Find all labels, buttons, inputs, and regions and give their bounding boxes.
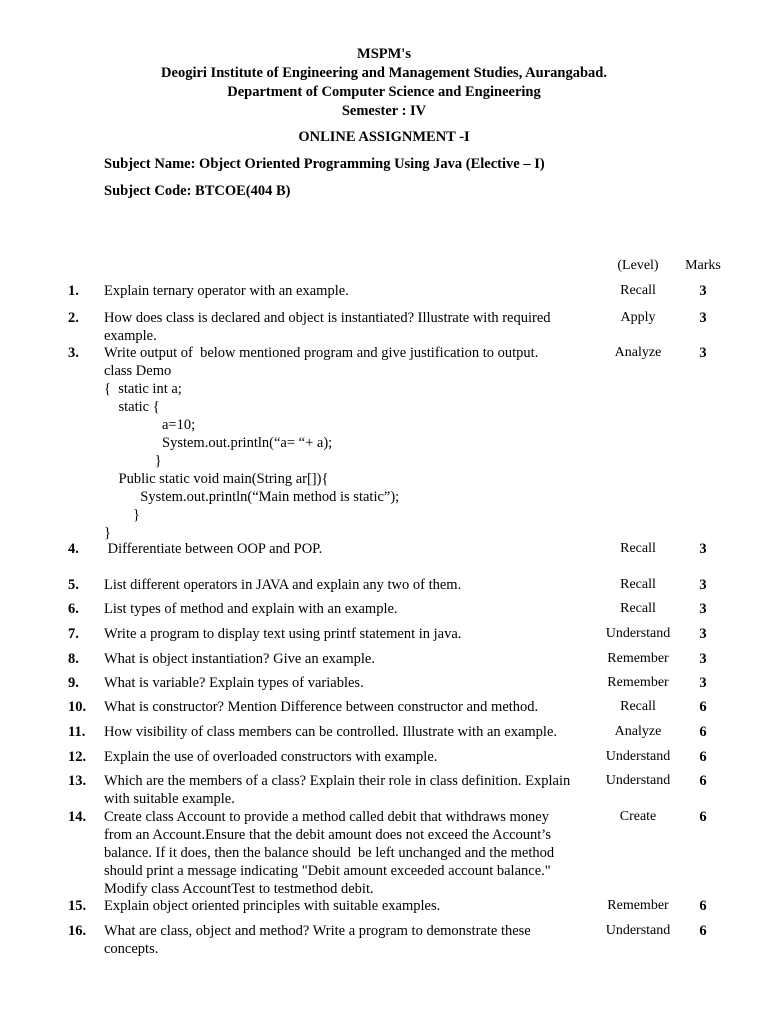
question-number: 12. bbox=[68, 749, 87, 765]
question-text-line: What are class, object and method? Write a program to demonstrate these bbox=[104, 923, 531, 939]
question-marks: 3 bbox=[699, 577, 707, 593]
question-text bbox=[104, 748, 594, 766]
question-text-line: Explain object oriented principles with suitable examples. bbox=[104, 898, 441, 914]
question-number: 9. bbox=[68, 675, 79, 691]
question-marks: 6 bbox=[699, 809, 707, 825]
question-level: Remember bbox=[607, 675, 669, 690]
question-text-line: static { bbox=[104, 399, 160, 415]
question-marks: 6 bbox=[699, 773, 707, 789]
question-text-line: Differentiate between OOP and POP. bbox=[104, 541, 323, 557]
question-text bbox=[104, 723, 594, 741]
question-text-line: Explain ternary operator with an example. bbox=[104, 283, 349, 299]
question-text-line: class Demo bbox=[104, 363, 172, 379]
subject-code: Subject Code: BTCOE(404 B) bbox=[104, 183, 291, 199]
question-level: Remember bbox=[607, 651, 669, 666]
institute-name: Deogiri Institute of Engineering and Management Studies, Aurangabad. bbox=[161, 65, 607, 81]
question-text-line: Modify class AccountTest to testmethod debit. bbox=[104, 881, 374, 897]
department-name: Department of Computer Science and Engineering bbox=[227, 84, 541, 100]
question-level: Recall bbox=[620, 699, 656, 714]
question-text-line: List types of method and explain with an example. bbox=[104, 601, 398, 617]
question-text-line: How visibility of class members can be controlled. Illustrate with an example. bbox=[104, 724, 558, 740]
question-marks: 3 bbox=[699, 601, 707, 617]
question-marks: 3 bbox=[699, 626, 707, 642]
question-text-line: concepts. bbox=[104, 941, 159, 957]
question-text bbox=[104, 674, 594, 692]
question-text-line: a=10; bbox=[104, 417, 196, 433]
question-text bbox=[104, 625, 594, 643]
question-marks: 3 bbox=[699, 310, 707, 326]
question-marks: 3 bbox=[699, 345, 707, 361]
question-marks: 3 bbox=[699, 283, 707, 299]
question-level: Understand bbox=[605, 749, 671, 764]
question-level: Understand bbox=[605, 923, 671, 938]
question-marks: 3 bbox=[699, 541, 707, 557]
question-text-line: Public static void main(String ar[]){ bbox=[104, 471, 329, 487]
question-text-line: } bbox=[104, 525, 111, 541]
question-text-line: from an Account.Ensure that the debit amount does not exceed the Account’s bbox=[104, 827, 551, 843]
question-number: 11. bbox=[68, 724, 86, 740]
question-level: Recall bbox=[620, 541, 656, 556]
question-marks: 6 bbox=[699, 898, 707, 914]
question-number: 2. bbox=[68, 310, 79, 326]
question-number: 13. bbox=[68, 773, 87, 789]
question-number: 15. bbox=[68, 898, 87, 914]
question-text bbox=[104, 576, 594, 594]
question-number: 6. bbox=[68, 601, 79, 617]
question-marks: 6 bbox=[699, 749, 707, 765]
question-level: Recall bbox=[620, 283, 656, 298]
question-text-line: List different operators in JAVA and explain any two of them. bbox=[104, 577, 462, 593]
question-text bbox=[104, 808, 594, 898]
question-text-line: Which are the members of a class? Explain their role in class definition. Explain bbox=[104, 773, 571, 789]
question-number: 7. bbox=[68, 626, 79, 642]
question-number: 1. bbox=[68, 283, 79, 299]
question-level: Understand bbox=[605, 626, 671, 641]
question-text bbox=[104, 344, 594, 542]
question-text bbox=[104, 922, 594, 958]
question-text bbox=[104, 282, 594, 300]
question-text-line: } bbox=[104, 507, 140, 523]
question-text bbox=[104, 600, 594, 618]
marks-column-header: Marks bbox=[685, 258, 721, 273]
question-text-line: Write output of below mentioned program and give justification to output. bbox=[104, 345, 539, 361]
question-text-line: example. bbox=[104, 328, 157, 344]
question-text-line: } bbox=[104, 453, 162, 469]
question-level: Apply bbox=[620, 310, 656, 325]
question-text-line: System.out.println(“a= “+ a); bbox=[104, 435, 333, 451]
question-level: Remember bbox=[607, 898, 669, 913]
question-text-line: What is variable? Explain types of variables. bbox=[104, 675, 364, 691]
question-number: 16. bbox=[68, 923, 87, 939]
question-level: Recall bbox=[620, 577, 656, 592]
question-text bbox=[104, 650, 594, 668]
question-number: 4. bbox=[68, 541, 79, 557]
question-number: 8. bbox=[68, 651, 79, 667]
question-number: 10. bbox=[68, 699, 87, 715]
question-text bbox=[104, 772, 594, 808]
question-text bbox=[104, 897, 594, 915]
question-number: 3. bbox=[68, 345, 79, 361]
question-marks: 6 bbox=[699, 724, 707, 740]
question-text-line: { static int a; bbox=[104, 381, 182, 397]
question-text-line: How does class is declared and object is instantiated? Illustrate with required bbox=[104, 310, 551, 326]
question-number: 14. bbox=[68, 809, 87, 825]
question-level: Recall bbox=[620, 601, 656, 616]
semester: Semester : IV bbox=[341, 103, 427, 119]
question-text bbox=[104, 309, 594, 345]
question-text bbox=[104, 540, 594, 558]
subject-name: Subject Name: Object Oriented Programming Using Java (Elective – I) bbox=[104, 156, 545, 172]
question-text-line: with suitable example. bbox=[104, 791, 235, 807]
question-marks: 3 bbox=[699, 651, 707, 667]
question-level: Create bbox=[619, 809, 657, 824]
question-text-line: should print a message indicating "Debit amount exceeded account balance." bbox=[104, 863, 551, 879]
question-text-line: balance. If it does, then the balance should be left unchanged and the method bbox=[104, 845, 555, 861]
question-marks: 3 bbox=[699, 675, 707, 691]
question-level: Analyze bbox=[614, 724, 662, 739]
org-name: MSPM's bbox=[357, 46, 411, 62]
question-level: Analyze bbox=[614, 345, 662, 360]
question-text-line: Create class Account to provide a method called debit that withdraws money bbox=[104, 809, 549, 825]
question-number: 5. bbox=[68, 577, 79, 593]
question-text-line: What is constructor? Mention Difference between constructor and method. bbox=[104, 699, 539, 715]
question-text bbox=[104, 698, 594, 716]
question-marks: 6 bbox=[699, 923, 707, 939]
level-column-header: (Level) bbox=[617, 258, 659, 273]
question-marks: 6 bbox=[699, 699, 707, 715]
question-level: Understand bbox=[605, 773, 671, 788]
question-text-line: Explain the use of overloaded constructors with example. bbox=[104, 749, 438, 765]
assignment-title: ONLINE ASSIGNMENT -I bbox=[298, 129, 470, 145]
question-text-line: Write a program to display text using printf statement in java. bbox=[104, 626, 462, 642]
question-text-line: What is object instantiation? Give an example. bbox=[104, 651, 375, 667]
question-text-line: System.out.println(“Main method is static”); bbox=[104, 489, 400, 505]
